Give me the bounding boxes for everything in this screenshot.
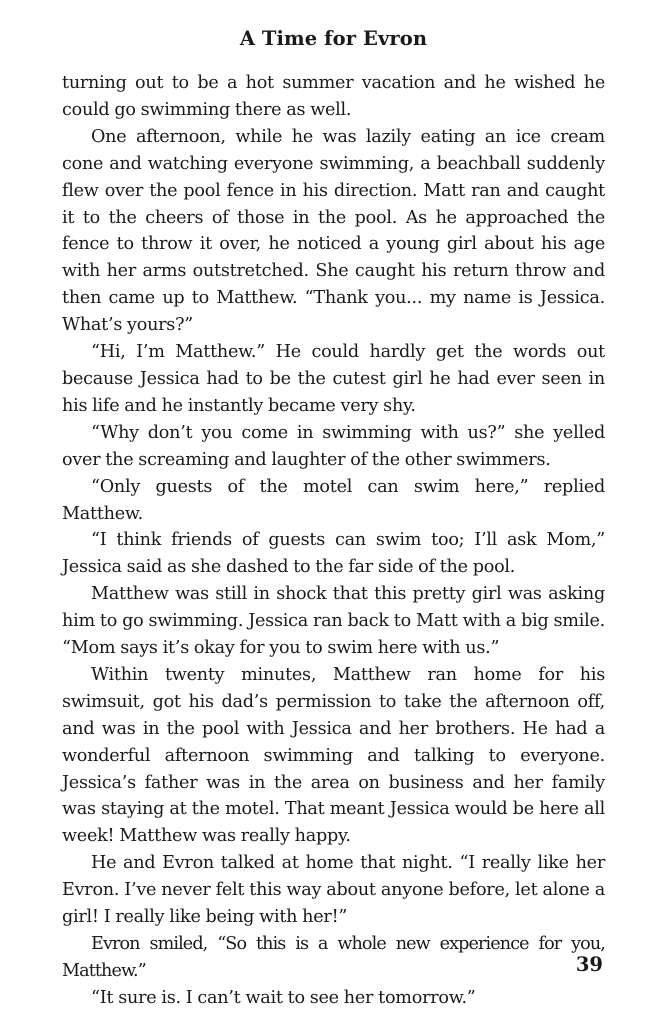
body-text	[62, 70, 605, 1012]
paragraph-7: Matthew was still in shock that this pretty girl was asking him to go swimming. Jessica ran back to Matt with a big smile. “Mom says it’s okay for you to swim here with us.”	[62, 584, 605, 659]
paragraph-1: turning out to be a hot summer vacation and he wished he could go swimming there as well.	[62, 73, 605, 120]
paragraph-5: “Only guests of the motel can swim here,” replied Matthew.	[62, 476, 605, 524]
paragraph-8: Within twenty minutes, Matthew ran home for his swimsuit, got his dad’s permission to take the afternoon off, and was in the pool with Jessica and her brothers. He had a wonderful afternoon swimming and talking to everyone. Jessica’s father was in the area on business and her family was staying at the motel. That meant Jessica would be here all week! Matthew was really happy.	[62, 664, 605, 847]
paragraph-11: “It sure is. I can’t wait to see her tomorrow.”	[91, 987, 476, 1008]
paragraph-3: “Hi, I’m Matthew.” He could hardly get the words out because Jessica had to be the cutest girl he had ever seen in his life and he instantly became very shy.	[62, 342, 605, 416]
paragraph-10: Evron smiled, “So this is a whole new experience for you, Matthew.”	[62, 934, 605, 981]
page-number: 39	[575, 953, 603, 976]
paragraph-4: “Why don’t you come in swimming with us?” she yelled over the screaming and laughter of the other swimmers.	[62, 422, 605, 470]
paragraph-6: “I think friends of guests can swim too; I’ll ask Mom,” Jessica said as she dashed to the far side of the pool.	[62, 530, 605, 578]
paragraph-2: One afternoon, while he was lazily eating an ice cream cone and watching everyone swimming, a beachball suddenly flew over the pool fence in his direction. Matt ran and caught it to the cheers of those in the pool. As he approached the fence to throw it over, he noticed a young girl about his age with her arms outstretched. She caught his return throw and then came up to Matthew. “Thank you... my name is Jessica. What’s yours?”	[62, 126, 605, 336]
paragraph-9: He and Evron talked at home that night. “I really like her Evron. I’ve never felt this way about anyone before, let alone a girl! I really like being with her!”	[62, 853, 605, 928]
running-head-title: A Time for Evron	[239, 27, 428, 50]
